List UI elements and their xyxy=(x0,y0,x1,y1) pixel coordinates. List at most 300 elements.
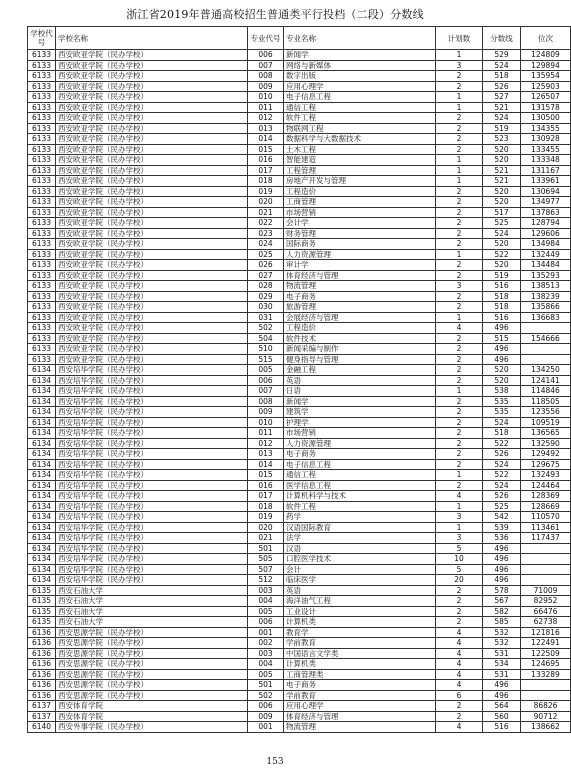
plan-count-cell: 2 xyxy=(436,134,483,145)
table-row xyxy=(28,249,571,260)
rank-cell: 154666 xyxy=(521,333,571,344)
school-name-cell: 西安欧亚学院（民办学校） xyxy=(56,71,248,82)
header-school-name: 学校名称 xyxy=(56,27,248,50)
score-line-cell: 524 xyxy=(483,228,521,239)
score-line-cell: 496 xyxy=(483,543,521,554)
school-name-cell: 西安培华学院（民办学校） xyxy=(56,407,248,418)
school-name-cell: 西安欧亚学院（民办学校） xyxy=(56,354,248,365)
major-name-cell: 医学信息工程 xyxy=(284,480,436,491)
school-name-cell: 西安欧亚学院（民办学校） xyxy=(56,281,248,292)
major-code-cell: 006 xyxy=(248,617,284,628)
plan-count-cell: 1 xyxy=(436,470,483,481)
major-code-cell: 013 xyxy=(248,449,284,460)
table-row xyxy=(28,92,571,103)
rank-cell: 66476 xyxy=(521,606,571,617)
plan-count-cell: 1 xyxy=(436,249,483,260)
table-row xyxy=(28,575,571,586)
major-name-cell: 金融工程 xyxy=(284,365,436,376)
table-row xyxy=(28,564,571,575)
table-row xyxy=(28,659,571,670)
score-line-cell: 525 xyxy=(483,501,521,512)
school-name-cell: 西安培华学院（民办学校） xyxy=(56,449,248,460)
plan-count-cell: 2 xyxy=(436,239,483,250)
table-row xyxy=(28,365,571,376)
score-line-cell: 522 xyxy=(483,438,521,449)
major-code-cell: 017 xyxy=(248,491,284,502)
plan-count-cell: 4 xyxy=(436,722,483,733)
school-name-cell: 西安欧亚学院（民办学校） xyxy=(56,344,248,355)
school-name-cell: 西安欧亚学院（民办学校） xyxy=(56,323,248,334)
plan-count-cell: 2 xyxy=(436,596,483,607)
major-name-cell: 新闻学 xyxy=(284,396,436,407)
plan-count-cell: 4 xyxy=(436,648,483,659)
major-code-cell: 031 xyxy=(248,312,284,323)
school-code-cell: 6133 xyxy=(28,312,56,323)
table-row xyxy=(28,585,571,596)
score-line-cell: 522 xyxy=(483,249,521,260)
plan-count-cell: 1 xyxy=(436,501,483,512)
school-code-cell: 6136 xyxy=(28,648,56,659)
score-line-cell: 517 xyxy=(483,207,521,218)
school-name-cell: 西安培华学院（民办学校） xyxy=(56,575,248,586)
major-name-cell: 中国语言文学类 xyxy=(284,648,436,659)
rank-cell xyxy=(521,690,571,701)
rank-cell: 86826 xyxy=(521,701,571,712)
school-code-cell: 6133 xyxy=(28,354,56,365)
school-code-cell: 6133 xyxy=(28,323,56,334)
major-code-cell: 001 xyxy=(248,722,284,733)
rank-cell: 82952 xyxy=(521,596,571,607)
rank-cell: 124695 xyxy=(521,659,571,670)
school-name-cell: 西安欧亚学院（民办学校） xyxy=(56,176,248,187)
plan-count-cell: 2 xyxy=(436,344,483,355)
school-code-cell: 6136 xyxy=(28,690,56,701)
major-name-cell: 护理学 xyxy=(284,417,436,428)
school-name-cell: 西安欧亚学院（民办学校） xyxy=(56,165,248,176)
plan-count-cell: 4 xyxy=(436,491,483,502)
table-row xyxy=(28,333,571,344)
rank-cell: 136683 xyxy=(521,312,571,323)
school-name-cell: 西安欧亚学院（民办学校） xyxy=(56,81,248,92)
table-row xyxy=(28,144,571,155)
table-row xyxy=(28,417,571,428)
major-name-cell: 软件工程 xyxy=(284,113,436,124)
major-name-cell: 人力资源管理 xyxy=(284,438,436,449)
school-name-cell: 西安欧亚学院（民办学校） xyxy=(56,113,248,124)
plan-count-cell: 2 xyxy=(436,113,483,124)
school-name-cell: 西安欧亚学院（民办学校） xyxy=(56,123,248,134)
table-row xyxy=(28,197,571,208)
plan-count-cell: 2 xyxy=(436,606,483,617)
school-code-cell: 6133 xyxy=(28,60,56,71)
plan-count-cell: 2 xyxy=(436,459,483,470)
plan-count-cell: 2 xyxy=(436,375,483,386)
major-code-cell: 021 xyxy=(248,533,284,544)
rank-cell: 134250 xyxy=(521,365,571,376)
school-code-cell: 6134 xyxy=(28,543,56,554)
major-name-cell: 电子信息工程 xyxy=(284,92,436,103)
school-code-cell: 6134 xyxy=(28,386,56,397)
score-line-cell: 529 xyxy=(483,50,521,61)
school-code-cell: 6133 xyxy=(28,134,56,145)
header-plan: 计划数 xyxy=(436,27,483,50)
rank-cell: 71009 xyxy=(521,585,571,596)
table-row xyxy=(28,218,571,229)
major-name-cell: 物联网工程 xyxy=(284,123,436,134)
school-code-cell: 6133 xyxy=(28,291,56,302)
table-row xyxy=(28,438,571,449)
plan-count-cell: 4 xyxy=(436,323,483,334)
rank-cell: 122509 xyxy=(521,648,571,659)
major-code-cell: 007 xyxy=(248,386,284,397)
major-name-cell: 体育经济与管理 xyxy=(284,270,436,281)
plan-count-cell: 1 xyxy=(436,386,483,397)
major-name-cell: 临床医学 xyxy=(284,575,436,586)
school-name-cell: 西安欧亚学院（民办学校） xyxy=(56,249,248,260)
major-name-cell: 智能建造 xyxy=(284,155,436,166)
school-code-cell: 6133 xyxy=(28,123,56,134)
score-line-cell: 496 xyxy=(483,690,521,701)
plan-count-cell: 4 xyxy=(436,659,483,670)
score-line-cell: 526 xyxy=(483,81,521,92)
major-code-cell: 003 xyxy=(248,648,284,659)
school-code-cell: 6133 xyxy=(28,71,56,82)
table-row xyxy=(28,165,571,176)
school-name-cell: 西安培华学院（民办学校） xyxy=(56,470,248,481)
rank-cell: 138239 xyxy=(521,291,571,302)
school-code-cell: 6134 xyxy=(28,491,56,502)
major-code-cell: 024 xyxy=(248,239,284,250)
plan-count-cell: 3 xyxy=(436,533,483,544)
plan-count-cell: 2 xyxy=(436,291,483,302)
rank-cell: 130500 xyxy=(521,113,571,124)
school-name-cell: 西安培华学院（民办学校） xyxy=(56,480,248,491)
school-code-cell: 6133 xyxy=(28,186,56,197)
score-line-cell: 539 xyxy=(483,522,521,533)
major-code-cell: 028 xyxy=(248,281,284,292)
plan-count-cell: 1 xyxy=(436,165,483,176)
school-name-cell: 西安欧亚学院（民办学校） xyxy=(56,333,248,344)
major-name-cell: 数字出版 xyxy=(284,71,436,82)
rank-cell: 109519 xyxy=(521,417,571,428)
major-code-cell: 016 xyxy=(248,480,284,491)
school-code-cell: 6135 xyxy=(28,617,56,628)
school-name-cell: 西安欧亚学院（民办学校） xyxy=(56,291,248,302)
school-code-cell: 6134 xyxy=(28,470,56,481)
plan-count-cell: 2 xyxy=(436,333,483,344)
rank-cell: 110570 xyxy=(521,512,571,523)
major-code-cell: 009 xyxy=(248,407,284,418)
header-major-name: 专业名称 xyxy=(284,27,436,50)
table-row xyxy=(28,281,571,292)
major-name-cell: 数据科学与大数据技术 xyxy=(284,134,436,145)
rank-cell: 118505 xyxy=(521,396,571,407)
table-body xyxy=(28,50,571,733)
table-row xyxy=(28,501,571,512)
rank-cell: 130694 xyxy=(521,186,571,197)
major-code-cell: 019 xyxy=(248,512,284,523)
score-line-cell: 520 xyxy=(483,144,521,155)
table-row xyxy=(28,606,571,617)
major-name-cell: 会展经济与管理 xyxy=(284,312,436,323)
rank-cell xyxy=(521,543,571,554)
plan-count-cell: 2 xyxy=(436,396,483,407)
major-name-cell: 通信工程 xyxy=(284,470,436,481)
major-code-cell: 002 xyxy=(248,638,284,649)
plan-count-cell: 2 xyxy=(436,617,483,628)
major-name-cell: 新闻学 xyxy=(284,50,436,61)
score-line-cell: 560 xyxy=(483,711,521,722)
major-name-cell: 英语 xyxy=(284,585,436,596)
school-name-cell: 西安欧亚学院（民办学校） xyxy=(56,260,248,271)
school-code-cell: 6133 xyxy=(28,176,56,187)
major-name-cell: 海洋油气工程 xyxy=(284,596,436,607)
table-row xyxy=(28,102,571,113)
school-code-cell: 6133 xyxy=(28,239,56,250)
school-name-cell: 西安培华学院（民办学校） xyxy=(56,554,248,565)
table-row xyxy=(28,449,571,460)
school-code-cell: 6133 xyxy=(28,260,56,271)
table-row xyxy=(28,260,571,271)
score-line-cell: 520 xyxy=(483,365,521,376)
major-name-cell: 市场营销 xyxy=(284,207,436,218)
table-row xyxy=(28,596,571,607)
plan-count-cell: 2 xyxy=(436,365,483,376)
major-code-cell: 510 xyxy=(248,344,284,355)
school-code-cell: 6134 xyxy=(28,533,56,544)
school-code-cell: 6133 xyxy=(28,249,56,260)
plan-count-cell: 5 xyxy=(436,564,483,575)
score-line-cell: 523 xyxy=(483,134,521,145)
score-line-cell: 521 xyxy=(483,176,521,187)
rank-cell: 128669 xyxy=(521,501,571,512)
score-line-cell: 532 xyxy=(483,638,521,649)
score-line-cell: 564 xyxy=(483,701,521,712)
school-name-cell: 西安欧亚学院（民办学校） xyxy=(56,218,248,229)
rank-cell: 132493 xyxy=(521,470,571,481)
plan-count-cell: 2 xyxy=(436,270,483,281)
major-code-cell: 004 xyxy=(248,596,284,607)
score-line-cell: 582 xyxy=(483,606,521,617)
school-code-cell: 6134 xyxy=(28,564,56,575)
plan-count-cell: 2 xyxy=(436,438,483,449)
major-name-cell: 电子信息工程 xyxy=(284,459,436,470)
rank-cell: 90712 xyxy=(521,711,571,722)
major-code-cell: 009 xyxy=(248,81,284,92)
plan-count-cell: 2 xyxy=(436,186,483,197)
major-name-cell: 汉语 xyxy=(284,543,436,554)
header-rank: 位次 xyxy=(521,27,571,50)
plan-count-cell: 2 xyxy=(436,585,483,596)
school-code-cell: 6136 xyxy=(28,638,56,649)
rank-cell: 124141 xyxy=(521,375,571,386)
plan-count-cell: 2 xyxy=(436,123,483,134)
score-line-cell: 578 xyxy=(483,585,521,596)
rank-cell: 131167 xyxy=(521,165,571,176)
rank-cell: 128794 xyxy=(521,218,571,229)
major-code-cell: 501 xyxy=(248,680,284,691)
score-line-cell: 585 xyxy=(483,617,521,628)
major-name-cell: 工程造价 xyxy=(284,323,436,334)
rank-cell: 138662 xyxy=(521,722,571,733)
school-code-cell: 6133 xyxy=(28,281,56,292)
rank-cell: 114846 xyxy=(521,386,571,397)
rank-cell: 135954 xyxy=(521,71,571,82)
major-code-cell: 014 xyxy=(248,459,284,470)
major-code-cell: 018 xyxy=(248,176,284,187)
major-name-cell: 审计学 xyxy=(284,260,436,271)
major-code-cell: 017 xyxy=(248,165,284,176)
plan-count-cell: 3 xyxy=(436,281,483,292)
plan-count-cell: 1 xyxy=(436,522,483,533)
school-name-cell: 西安石油大学 xyxy=(56,617,248,628)
major-name-cell: 计算机类 xyxy=(284,659,436,670)
major-code-cell: 018 xyxy=(248,501,284,512)
score-line-cell: 496 xyxy=(483,323,521,334)
school-name-cell: 西安培华学院（民办学校） xyxy=(56,459,248,470)
header-major-code: 专业代号 xyxy=(248,27,284,50)
major-name-cell: 电子商务 xyxy=(284,291,436,302)
score-line-cell: 516 xyxy=(483,281,521,292)
rank-cell: 133348 xyxy=(521,155,571,166)
major-code-cell: 006 xyxy=(248,50,284,61)
table-row xyxy=(28,386,571,397)
school-name-cell: 西安培华学院（民办学校） xyxy=(56,501,248,512)
table-row xyxy=(28,470,571,481)
table-row xyxy=(28,312,571,323)
major-name-cell: 汉语国际教育 xyxy=(284,522,436,533)
table-row xyxy=(28,627,571,638)
major-name-cell: 会计 xyxy=(284,564,436,575)
rank-cell xyxy=(521,323,571,334)
school-name-cell: 西安思源学院（民办学校） xyxy=(56,690,248,701)
school-code-cell: 6134 xyxy=(28,438,56,449)
rank-cell: 125903 xyxy=(521,81,571,92)
school-name-cell: 西安石油大学 xyxy=(56,606,248,617)
table-row xyxy=(28,176,571,187)
major-code-cell: 502 xyxy=(248,690,284,701)
major-code-cell: 501 xyxy=(248,543,284,554)
major-name-cell: 市场营销 xyxy=(284,428,436,439)
table-row xyxy=(28,543,571,554)
school-name-cell: 西安培华学院（民办学校） xyxy=(56,417,248,428)
table-row xyxy=(28,113,571,124)
school-code-cell: 6133 xyxy=(28,144,56,155)
major-name-cell: 口腔医学技术 xyxy=(284,554,436,565)
school-name-cell: 西安培华学院（民办学校） xyxy=(56,564,248,575)
score-line-cell: 521 xyxy=(483,102,521,113)
school-name-cell: 西安外事学院（民办学校） xyxy=(56,722,248,733)
school-code-cell: 6134 xyxy=(28,575,56,586)
header-score: 分数线 xyxy=(483,27,521,50)
table-row xyxy=(28,50,571,61)
plan-count-cell: 1 xyxy=(436,176,483,187)
table-row xyxy=(28,680,571,691)
major-code-cell: 504 xyxy=(248,333,284,344)
plan-count-cell: 2 xyxy=(436,218,483,229)
rank-cell: 128369 xyxy=(521,491,571,502)
rank-cell: 117437 xyxy=(521,533,571,544)
rank-cell: 136565 xyxy=(521,428,571,439)
table-row xyxy=(28,228,571,239)
school-code-cell: 6133 xyxy=(28,228,56,239)
score-line-cell: 496 xyxy=(483,564,521,575)
school-code-cell: 6136 xyxy=(28,627,56,638)
plan-count-cell: 2 xyxy=(436,449,483,460)
school-name-cell: 西安思源学院（民办学校） xyxy=(56,659,248,670)
rank-cell: 62738 xyxy=(521,617,571,628)
rank-cell: 134484 xyxy=(521,260,571,271)
rank-cell: 132590 xyxy=(521,438,571,449)
score-line-cell: 526 xyxy=(483,449,521,460)
score-line-cell: 527 xyxy=(483,92,521,103)
major-name-cell: 健身指导与管理 xyxy=(284,354,436,365)
table-row xyxy=(28,270,571,281)
major-code-cell: 030 xyxy=(248,302,284,313)
major-name-cell: 日语 xyxy=(284,386,436,397)
school-name-cell: 西安欧亚学院（民办学校） xyxy=(56,60,248,71)
plan-count-cell: 4 xyxy=(436,680,483,691)
major-code-cell: 515 xyxy=(248,354,284,365)
score-line-cell: 516 xyxy=(483,722,521,733)
school-name-cell: 西安欧亚学院（民办学校） xyxy=(56,239,248,250)
school-name-cell: 西安欧亚学院（民办学校） xyxy=(56,228,248,239)
plan-count-cell: 2 xyxy=(436,144,483,155)
major-code-cell: 015 xyxy=(248,470,284,481)
school-code-cell: 6133 xyxy=(28,50,56,61)
table-row xyxy=(28,155,571,166)
major-name-cell: 旅游管理 xyxy=(284,302,436,313)
major-name-cell: 学前教育 xyxy=(284,690,436,701)
school-code-cell: 6136 xyxy=(28,669,56,680)
major-code-cell: 026 xyxy=(248,260,284,271)
major-name-cell: 教育学 xyxy=(284,627,436,638)
rank-cell: 134977 xyxy=(521,197,571,208)
major-name-cell: 计算机类 xyxy=(284,617,436,628)
major-code-cell: 012 xyxy=(248,113,284,124)
score-line-cell: 524 xyxy=(483,60,521,71)
school-code-cell: 6134 xyxy=(28,501,56,512)
plan-count-cell: 3 xyxy=(436,60,483,71)
score-line-cell: 531 xyxy=(483,648,521,659)
school-name-cell: 西安培华学院（民办学校） xyxy=(56,375,248,386)
table-row xyxy=(28,123,571,134)
school-code-cell: 6134 xyxy=(28,396,56,407)
school-code-cell: 6133 xyxy=(28,333,56,344)
plan-count-cell: 3 xyxy=(436,512,483,523)
school-name-cell: 西安培华学院（民办学校） xyxy=(56,386,248,397)
plan-count-cell: 2 xyxy=(436,81,483,92)
table-row xyxy=(28,134,571,145)
major-name-cell: 学前教育 xyxy=(284,638,436,649)
table-row xyxy=(28,407,571,418)
school-code-cell: 6134 xyxy=(28,522,56,533)
major-code-cell: 005 xyxy=(248,365,284,376)
score-line-cell: 496 xyxy=(483,344,521,355)
plan-count-cell: 2 xyxy=(436,480,483,491)
page-number: 153 xyxy=(266,757,284,767)
school-code-cell: 6133 xyxy=(28,197,56,208)
major-code-cell: 010 xyxy=(248,92,284,103)
school-name-cell: 西安思源学院（民办学校） xyxy=(56,648,248,659)
major-code-cell: 001 xyxy=(248,627,284,638)
rank-cell: 113461 xyxy=(521,522,571,533)
score-line-cell: 522 xyxy=(483,470,521,481)
school-name-cell: 西安欧亚学院（民办学校） xyxy=(56,155,248,166)
table-row xyxy=(28,207,571,218)
school-code-cell: 6133 xyxy=(28,92,56,103)
table-row xyxy=(28,512,571,523)
